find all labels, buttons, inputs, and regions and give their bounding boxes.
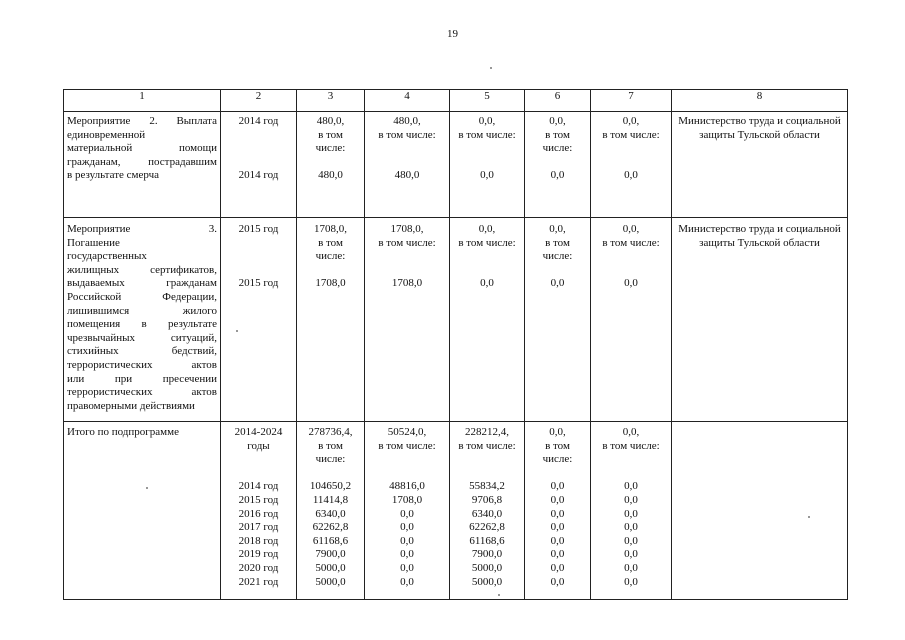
total-row <box>64 422 848 600</box>
header-cell: 6 <box>525 90 591 112</box>
total-name: Итого по подпрограмме <box>64 422 221 600</box>
total-value: 62262,8 <box>469 521 505 534</box>
total-year: 2015 год <box>238 493 279 506</box>
total-value: 6340,0 <box>315 507 346 520</box>
total-value: 0,0 <box>550 507 565 520</box>
header-cell: 7 <box>591 90 672 112</box>
header-cell: 2 <box>221 90 297 112</box>
total-value: 6340,0 <box>471 507 503 520</box>
total-value: 0,0 <box>624 507 638 520</box>
measure-2-col4: 480,0, в том числе: 480,0 <box>365 112 450 218</box>
total-value: 62262,8 <box>312 521 349 534</box>
total-value: 5000,0 <box>315 575 346 588</box>
header-row <box>64 90 848 112</box>
total-value: 5000,0 <box>471 575 503 588</box>
total-year: 2014 год <box>238 480 279 493</box>
total-col4: 50524,0, в том числе: 48816,0 1708,0 0,0 0,0 0,0 0,0 0,0 0,0 <box>365 422 450 600</box>
scan-speck <box>490 67 492 69</box>
total-agency-empty <box>672 422 848 600</box>
total-value: 104650,2 <box>309 480 352 493</box>
total-value: 0,0 <box>550 521 565 534</box>
header-cell: 5 <box>450 90 525 112</box>
measure-2-years: 2014 год 2014 год <box>221 112 297 218</box>
total-value: 9706,8 <box>471 493 503 506</box>
scan-speck <box>808 516 810 518</box>
total-col6: 0,0, в том числе: 0,0 0,0 0,0 0,0 0,0 0,0 0,0 0,0 <box>525 422 591 600</box>
total-value: 0,0 <box>400 575 414 588</box>
total-value: 0,0 <box>624 575 638 588</box>
total-year: 2016 год <box>238 507 279 520</box>
measure-2-row <box>64 112 848 218</box>
total-value: 0,0 <box>624 548 638 561</box>
total-value: 0,0 <box>400 548 414 561</box>
measure-3-col7: 0,0, в том числе: 0,0 <box>591 218 672 422</box>
measure-3-name: Мероприятие 3. Погашение государственных жилищных сертификатов, выдаваемых гражданам Российской Федерации, лишившимся жилого помещения в результате чрезвычайных ситуаций, стихийных бедствий, террористических актов или при пресечении террористических актов правомерными действиями <box>64 218 221 422</box>
page-number: 19 <box>447 28 458 40</box>
measure-2-col7: 0,0, в том числе: 0,0 <box>591 112 672 218</box>
total-value: 0,0 <box>550 534 565 547</box>
measure-3-col6: 0,0, в том числе: 0,0 <box>525 218 591 422</box>
total-value: 61168,6 <box>469 534 505 547</box>
total-year: 2021 год <box>238 575 279 588</box>
measure-3-col3: 1708,0, в том числе: 1708,0 <box>297 218 365 422</box>
header-cell: 4 <box>365 90 450 112</box>
total-col7: 0,0, в том числе: 0,0 0,0 0,0 0,0 0,0 0,0 0,0 0,0 <box>591 422 672 600</box>
header-cell: 1 <box>64 90 221 112</box>
total-value: 0,0 <box>624 561 638 574</box>
measure-2-col5: 0,0, в том числе: 0,0 <box>450 112 525 218</box>
total-value: 0,0 <box>400 507 414 520</box>
total-year: 2017 год <box>238 521 279 534</box>
total-value: 11414,8 <box>312 493 349 506</box>
scan-speck <box>146 487 148 489</box>
scan-speck <box>236 330 238 332</box>
measure-3-agency: Министерство труда и социальной защиты Тульской области <box>672 218 848 422</box>
total-value: 55834,2 <box>469 480 505 493</box>
total-year: 2020 год <box>238 561 279 574</box>
header-cell: 8 <box>672 90 848 112</box>
total-value: 1708,0 <box>391 493 423 506</box>
measure-2-agency: Министерство труда и социальной защиты Тульской области <box>672 112 848 218</box>
total-value: 0,0 <box>550 548 565 561</box>
measure-2-col6: 0,0, в том числе: 0,0 <box>525 112 591 218</box>
total-years: 2014-2024 годы 2014 год 2015 год 2016 год 2017 год 2018 год 2019 год 2020 год 2021 год <box>221 422 297 600</box>
total-value: 61168,6 <box>312 534 349 547</box>
total-value: 0,0 <box>624 493 638 506</box>
total-value: 0,0 <box>624 534 638 547</box>
total-value: 0,0 <box>550 575 565 588</box>
total-value: 0,0 <box>550 493 565 506</box>
total-value: 5000,0 <box>471 561 503 574</box>
measure-2-name: Мероприятие 2. Выплата единовременной материальной помощи гражданам, пострадавшим в результате смерча <box>64 112 221 218</box>
total-value: 0,0 <box>400 561 414 574</box>
total-value: 7900,0 <box>471 548 503 561</box>
total-col3: 278736,4, в том числе: 104650,2 11414,8 6340,0 62262,8 61168,6 7900,0 5000,0 5000,0 <box>297 422 365 600</box>
total-year: 2019 год <box>238 548 279 561</box>
measure-3-years: 2015 год 2015 год <box>221 218 297 422</box>
total-value: 48816,0 <box>389 480 425 493</box>
total-value: 0,0 <box>550 561 565 574</box>
measure-2-col3: 480,0, в том числе: 480,0 <box>297 112 365 218</box>
total-value: 0,0 <box>624 480 638 493</box>
measure-3-col4: 1708,0, в том числе: 1708,0 <box>365 218 450 422</box>
total-value: 0,0 <box>400 521 414 534</box>
measure-3-col5: 0,0, в том числе: 0,0 <box>450 218 525 422</box>
total-value: 0,0 <box>550 480 565 493</box>
total-value: 5000,0 <box>315 561 346 574</box>
total-value: 0,0 <box>624 521 638 534</box>
total-value: 0,0 <box>400 534 414 547</box>
total-year: 2018 год <box>238 534 279 547</box>
total-col5: 228212,4, в том числе: 55834,2 9706,8 6340,0 62262,8 61168,6 7900,0 5000,0 5000,0 <box>450 422 525 600</box>
program-table <box>63 89 848 600</box>
header-cell: 3 <box>297 90 365 112</box>
measure-3-row <box>64 218 848 422</box>
total-value: 7900,0 <box>315 548 346 561</box>
scan-speck <box>498 594 500 596</box>
